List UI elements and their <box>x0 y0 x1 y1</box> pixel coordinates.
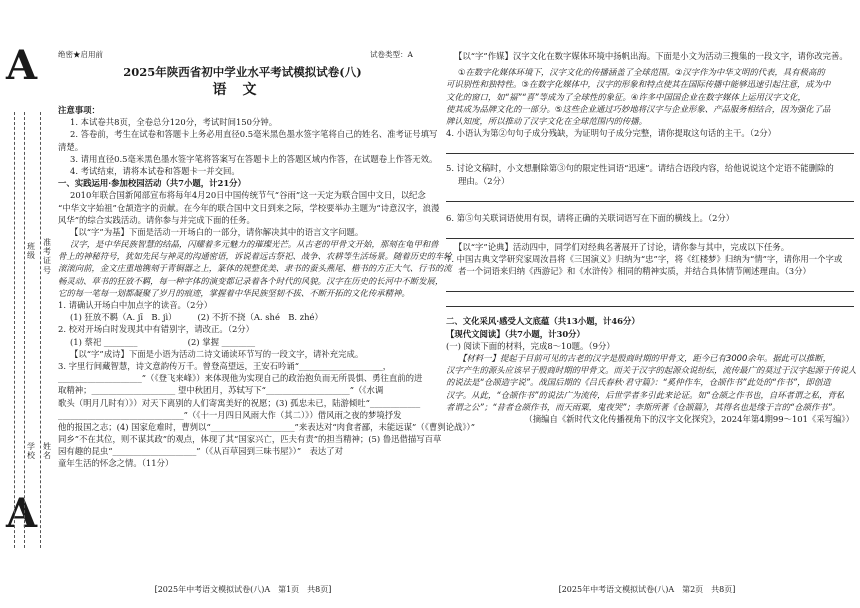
question-3-line[interactable]: ______________________________”（《十一月四日风雨大作（其二）》）借风雨之夜的梦境抒发 <box>58 409 402 420</box>
exam-title: 2025年陕西省初中学业水平考试模拟试卷(八) <box>123 65 362 79</box>
paragraph-line: 文化的窗口，如“福”“喜”等成为了全球性的象征。④许多中国国企业在数字媒体上运用汉字文化， <box>446 91 806 102</box>
passage-line: 汉字，是中华民族智慧的结晶，闪耀着多元魅力的璀璨光芒。从古老的甲骨文开始，那刻在龟甲和兽 <box>70 239 439 250</box>
secret-tag: 绝密★启用前 <box>58 50 103 59</box>
right-page <box>432 0 860 608</box>
intro-line: 2010年联合国新闻部宣布将每年4月20日中国传统节气“谷雨”这一天定为联合国中文日，以纪念 <box>70 190 426 201</box>
question-3-line: 童年生活的怀念之情。（11分） <box>58 458 174 469</box>
question-3-line[interactable]: 同乡”不在其位，则不谋其政”的观点，体现了其“国家兴亡，匹夫有责”的担当精神；(5) 鲁迅借描写百草 <box>58 434 442 445</box>
note-item: 3. 请用直径0.5毫米黑色墨水签字笔将答案写在答题卡上的答题区域内作答，在试题卷上作答无效。 <box>70 153 438 164</box>
side-a-letter-bottom: A <box>6 490 38 537</box>
binding-line <box>24 112 25 548</box>
task-1-heading: 【以“字”为基】下面是活动一开场白的一部分，请你解决其中的语言文字问题。 <box>70 226 364 237</box>
question-5: 5. 讨论文稿时，小文想删除第③句的限定性词语“迅速”。请结合语段内容，给他说说这个定语不能删除的 <box>446 163 834 174</box>
exam-id-label: 准考证号 <box>43 238 51 275</box>
note-item: 2. 答卷前，考生在试卷和答题卡上务必用直径0.5毫米黑色墨水签字笔将自己的姓名、准考证号填写 <box>70 129 438 140</box>
subject-title: 语文 <box>212 82 273 98</box>
material-line: 汉字产生的源头应该早于殷商时期的甲骨文。而关于汉字的起源众说纷纭，流传最广的莫过于汉字起源于传说人 <box>446 365 857 376</box>
material-line: 者谓之公”；“昔者仓颉作书，而天雨粟，鬼夜哭”；李斯所著《仓颉篇》，其得名也是缘于言的“仓颉作书”。 <box>446 401 841 412</box>
passage-line: 它的每一笔每一划都凝聚了岁月的痕迹，掌握着中华民族坚韧不拔、不断开拓的文化传承精神。 <box>58 287 410 298</box>
task-2-heading: 【以“字”成诗】下面是小语为活动二诗文诵读环节写的一段文字，请补充完成。 <box>70 348 364 359</box>
answer-line-7[interactable] <box>446 282 854 292</box>
question-3-line[interactable]: 3. 字里行间藏智慧，诗文意韵传万千。曾登高望远，王安石吟诵“____________________， <box>58 360 392 371</box>
question-6: 6. 第⑤句关联词语使用有误，请将正确的关联词语写在下面的横线上。（2分） <box>446 212 735 223</box>
binding-line <box>40 112 41 548</box>
material-line: 的说法是“仓颉造字说”。战国后期的《吕氏春秋·君守篇》：“奚仲作车，仓颉作书”此处的“作书”，即创造 <box>446 377 831 388</box>
question-1-options[interactable]: (1) 狂放不羁（A. jī B. jì） (2) 不折不挠（A. shé B. zhé） <box>70 312 323 323</box>
modern-reading-heading: 【现代文阅读】（共7小题，计30分） <box>446 328 585 339</box>
right-body <box>446 50 857 425</box>
question-3-line[interactable]: 他的报国之志；(4) 国家危难时，曹刿以“____________________”来表达对“肉食者鄙，未能远谋”（《曹刿论战》）” <box>58 421 475 432</box>
paragraph-line: 使其成为品牌文化的一部分。⑤这些企业通过巧妙地将汉字与企业形象、产品服务相结合，因为强化了品 <box>446 103 831 114</box>
intro-line: 风华”的综合实践活动。请你参与并完成下面的任务。 <box>58 214 255 225</box>
answer-line-4[interactable] <box>446 144 854 154</box>
right-footer: [2025年中考语文模拟试卷(八)A 第2页 共8页] <box>558 585 736 594</box>
passage-line: 畅灵动、草书的狂放不羁，每一种字体的演变都记录着各个时代的风貌。汉字在历史的长河中不断发展， <box>58 275 444 286</box>
binding-sidebar <box>10 112 50 548</box>
question-3-line[interactable]: ____________________”（《登飞来峰》）来体现他为实现自己的政治抱负而无所畏惧、勇往直前的进 <box>58 373 423 384</box>
question-2-answers[interactable]: (1) 蔡祀 ________ (2) 掌握 ________ <box>70 336 256 347</box>
task-4-heading: 【以“字”论典】活动四中，同学们对经典名著展开了讨论，请你参与其中，完成以下任务。 <box>454 241 790 252</box>
passage-line: 骨上的神秘符号，犹如先民与神灵的沟通密语，诉说着远古祭祀、战争、农耕等生活场景。随着历史的车轮 <box>58 251 452 262</box>
question-7: 7. 中国古典文学研究家周汝昌将《三国演义》归纳为“忠”字，将《红楼梦》归纳为“情”字，请你用一个字或 <box>446 254 843 265</box>
material-line: 【材料一】提起于目前可见的古老的汉字是殷商时期的甲骨文，距今已有3000余年。据此可以推断， <box>458 353 832 363</box>
class-label: 班级 <box>27 242 35 261</box>
answer-line-5[interactable] <box>446 192 854 202</box>
left-body <box>58 104 475 470</box>
left-footer: [2025年中考语文模拟试卷(八)A 第1页 共8页] <box>154 585 332 594</box>
question-4: 4. 小语认为第②句句子成分残缺，为证明句子成分完整，请你提取这句话的主干。（2分） <box>446 128 777 139</box>
intro-line: “中华文字始祖”仓颉造字的贡献。在今年的联合国中文日到来之际，学校要举办主题为“诗意汉字，浪漫 <box>58 202 440 213</box>
material-line: 汉字。从此，“仓颉作书”的说法广为流传，后世学者多引此来论证。如“仓颉之作书也，自环者谓之私，背私 <box>446 389 845 400</box>
task-3-heading: 【以“字”作媒】汉字文化在数字媒体环境中扬帆出海。下面是小文为活动三搜集的一段文字，请你改完善。 <box>454 51 848 61</box>
binding-line <box>14 112 15 548</box>
paragraph-line: 可识别性和独特性。③在数字化媒体中，汉字的形象和特点使其在国际传播中能够迅速引起注意，成为中 <box>446 79 831 90</box>
side-a-letter-top: A <box>6 42 38 89</box>
note-item: 清楚。 <box>58 141 84 152</box>
paragraph-line: 牌认知度，所以推动了汉字文化在全球范围内的传播。 <box>446 115 647 126</box>
question-7-cont: 者一个词语来归纳《西游记》和《水浒传》相同的精神实质，并结合具体情节阐述理由。（3分） <box>458 266 811 277</box>
question-3-line[interactable]: 歌头（明月几时有）》）对天下离别的人们寄寓美好的祝愿；(3) 孤忠未已，陆游倾吐“____________ <box>58 397 421 408</box>
passage-line: 滚滚向前，金文庄重地镌刻于青铜器之上，篆体的规整优美、隶书的蚕头燕尾、楷书的方正大气、行书的流 <box>58 263 452 274</box>
section-1-heading: 一、实践运用·参加校园活动（共7小题，计21分） <box>58 178 246 189</box>
name-label: 姓名 <box>43 442 51 461</box>
source-citation: （摘编自《新时代文化传播视角下的汉字文化探究》，2024年第4期99～101《采写编》） <box>524 413 854 424</box>
notes-title: 注意事项： <box>58 105 100 115</box>
note-item: 4. 考试结束，请将本试卷和答题卡一并交回。 <box>70 165 240 176</box>
note-item: 1. 本试卷共8页，全卷总分120分，考试时间150分钟。 <box>70 117 278 128</box>
question-2: 2. 校对开场白时发现其中有错别字，请改正。（2分） <box>58 324 255 335</box>
answer-line-6[interactable] <box>446 229 854 239</box>
paragraph-line: ①在数字化媒体环境下，汉字文化的传播涵盖了全球范围。②汉字作为中华文明的代表，具有极高的 <box>458 67 825 78</box>
section-2-heading: 二、文化采风·感受人文底蕴（共13小题，计46分） <box>446 316 640 327</box>
question-3-line[interactable]: 园有趣的昆虫“____________________”（《从百草园到三味书屋》）” 表达了对 <box>58 446 344 457</box>
question-1: 1. 请确认开场白中加点字的读音。（2分） <box>58 300 213 310</box>
school-label: 学校 <box>27 442 35 461</box>
question-5-cont: 理由。（2分） <box>458 175 510 186</box>
answer-line-7b[interactable] <box>446 297 854 307</box>
paper-type: 试卷类型：A <box>370 50 413 59</box>
part-1-heading: (一) 阅读下面的材料，完成8～10题。（9分） <box>446 340 615 351</box>
question-3-line[interactable]: 取精神；____________________ 望中秋团月，苏轼写下“____________________”（《水调 <box>58 385 384 396</box>
